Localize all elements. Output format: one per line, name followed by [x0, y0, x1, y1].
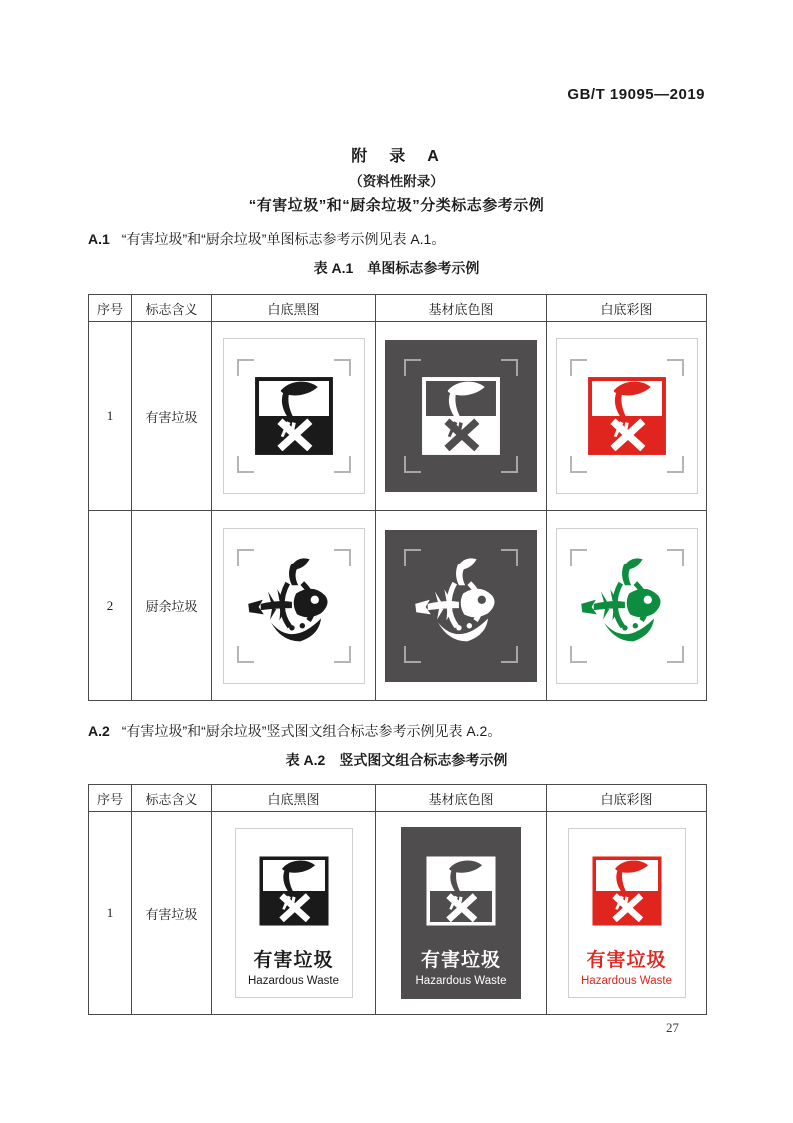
combo-mark-label-cn: 有害垃圾: [586, 950, 667, 971]
table-row: [89, 511, 707, 701]
food-waste-mark-icon: [409, 554, 513, 658]
a2-row1-meaning: 有害垃圾: [132, 812, 212, 1015]
table-row: [89, 812, 707, 1015]
section-a2-number: A.2: [88, 723, 110, 739]
food-waste-mark-card-green: [556, 528, 698, 684]
section-a1-paragraph: [88, 229, 706, 249]
header-cell-color-on-white: 白底彩图: [547, 785, 707, 812]
table-a1-header-row: [89, 295, 707, 322]
header-cell-meaning: 标志含义: [132, 785, 212, 812]
combo-mark-label-cn: 有害垃圾: [253, 950, 334, 971]
hazardous-mark-card-substrate: [385, 340, 537, 492]
table-a2-header-row: [89, 785, 707, 812]
hazardous-waste-mark-icon: [583, 372, 671, 460]
table-a1-caption-text: 单图标志参考示例: [367, 260, 480, 276]
header-cell-substrate: 基材底色图: [376, 785, 547, 812]
hazardous-waste-mark-icon: [588, 852, 666, 930]
header-cell-black-on-white: 白底黑图: [212, 295, 376, 322]
section-a1-number: A.1: [88, 231, 110, 247]
header-cell-meaning: 标志含义: [132, 295, 212, 322]
food-waste-mark-icon: [242, 554, 346, 658]
row1-meaning: 有害垃圾: [132, 322, 212, 511]
food-waste-mark-card-black: [223, 528, 365, 684]
appendix-title: 附 录 A: [351, 148, 442, 165]
table-a1: [88, 294, 707, 701]
table-a2-caption: [0, 750, 793, 770]
header-cell-substrate: 基材底色图: [376, 295, 547, 322]
food-waste-mark-card-substrate: [385, 530, 537, 682]
table-row: [89, 322, 707, 511]
table-a2-caption-text: 竖式图文组合标志参考示例: [339, 752, 508, 768]
appendix-subtitle: （资料性附录）: [349, 174, 444, 189]
hazardous-waste-mark-icon: [422, 852, 500, 930]
combo-mark-label-en: Hazardous Waste: [415, 975, 507, 987]
combo-mark-label-en: Hazardous Waste: [248, 975, 339, 987]
a2-row1-serial: 1: [89, 812, 132, 1015]
header-cell-black-on-white: 白底黑图: [212, 785, 376, 812]
header-cell-serial: 序号: [89, 785, 132, 812]
combo-mark-card-substrate: [401, 827, 521, 999]
table-a1-caption-label: 表 A.1: [313, 260, 354, 276]
appendix-heading: “有害垃圾”和“厨余垃圾”分类标志参考示例: [248, 197, 545, 214]
combo-mark-card-black: [235, 828, 353, 998]
hazardous-mark-card-black: [223, 338, 365, 494]
combo-mark-card-red: [568, 828, 686, 998]
hazardous-waste-mark-icon: [250, 372, 338, 460]
header-cell-color-on-white: 白底彩图: [547, 295, 707, 322]
section-a2-text: “有害垃圾”和“厨余垃圾”竖式图文组合标志参考示例见表 A.2。: [121, 723, 502, 739]
page-number: 27: [666, 1020, 679, 1035]
row2-meaning: 厨余垃圾: [132, 511, 212, 701]
section-a1-text: “有害垃圾”和“厨余垃圾”单图标志参考示例见表 A.1。: [121, 231, 446, 247]
row2-serial: 2: [89, 511, 132, 701]
section-a2-paragraph: [88, 721, 706, 741]
food-waste-mark-icon: [575, 554, 679, 658]
doc-number: GB/T 19095—2019: [567, 86, 705, 103]
combo-mark-label-cn: 有害垃圾: [420, 950, 501, 971]
hazardous-mark-card-red: [556, 338, 698, 494]
hazardous-waste-mark-icon: [417, 372, 505, 460]
header-cell-serial: 序号: [89, 295, 132, 322]
table-a2-caption-label: 表 A.2: [285, 752, 326, 768]
table-a1-caption: [0, 258, 793, 278]
row1-serial: 1: [89, 322, 132, 511]
table-a2: [88, 784, 707, 1015]
combo-mark-label-en: Hazardous Waste: [581, 975, 672, 987]
hazardous-waste-mark-icon: [255, 852, 333, 930]
